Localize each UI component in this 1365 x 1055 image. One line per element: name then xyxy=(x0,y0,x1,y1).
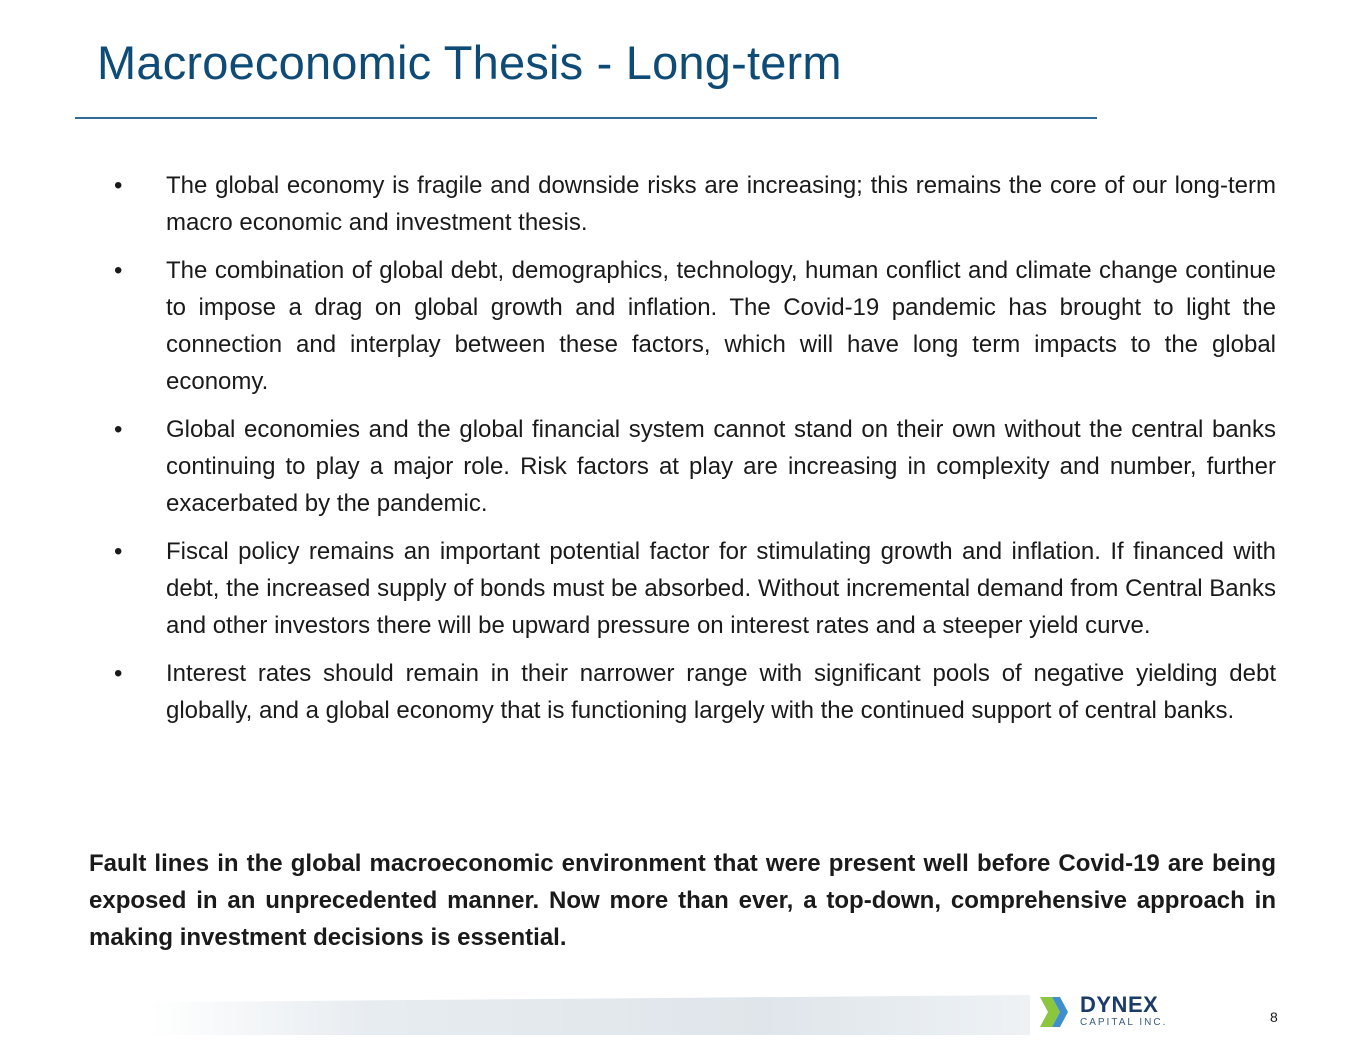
bullet-icon: • xyxy=(114,257,123,284)
title-divider xyxy=(75,117,1097,119)
page-number: 8 xyxy=(1270,1009,1278,1025)
slide-title: Macroeconomic Thesis - Long-term xyxy=(97,36,842,89)
bullet-item xyxy=(114,252,1276,400)
conclusion-statement: Fault lines in the global macroeconomic environment that were present well before Covid-19 are being exposed in an unprecedented manner. Now more than ever, a top-down, comprehensive approach in making investment decisions is essential. xyxy=(89,850,1276,951)
bullet-text: The global economy is fragile and downside risks are increasing; this remains the core of our long-term macro economic and investment thesis. xyxy=(166,172,1276,236)
bullet-icon: • xyxy=(114,416,123,443)
dynex-logo xyxy=(1038,993,1178,1033)
dynex-logo-icon xyxy=(1038,995,1072,1029)
logo-name: DYNEX xyxy=(1080,992,1159,1017)
bullet-text: Fiscal policy remains an important potential factor for stimulating growth and inflation. If financed with debt, the increased supply of bonds must be absorbed. Without incremental demand from Central Banks and other investors there will be upward pressure on interest rates and a steeper yield curve. xyxy=(166,538,1276,639)
bullet-icon: • xyxy=(114,660,123,687)
bullet-icon: • xyxy=(114,538,123,565)
bullet-text: Global economies and the global financial system cannot stand on their own without the central banks continuing to play a major role. Risk factors at play are increasing in complexity and number, further exacerbated by the pandemic. xyxy=(166,416,1276,517)
bullet-item xyxy=(114,167,1276,241)
bullet-text: Interest rates should remain in their narrower range with significant pools of negative yielding debt globally, and a global economy that is functioning largely with the continued support of central banks. xyxy=(166,660,1276,724)
bullet-item xyxy=(114,411,1276,522)
logo-subtitle: CAPITAL INC. xyxy=(1080,1017,1168,1028)
bullet-item xyxy=(114,655,1276,729)
bullet-item xyxy=(114,533,1276,644)
bullet-icon: • xyxy=(114,172,123,199)
footer-swoosh-decoration xyxy=(150,995,1030,1035)
bullet-list xyxy=(114,167,1276,740)
bullet-text: The combination of global debt, demographics, technology, human conflict and climate change continue to impose a drag on global growth and inflation. The Covid-19 pandemic has brought to light the connection and interplay between these factors, which will have long term impacts to the global economy. xyxy=(166,257,1276,395)
